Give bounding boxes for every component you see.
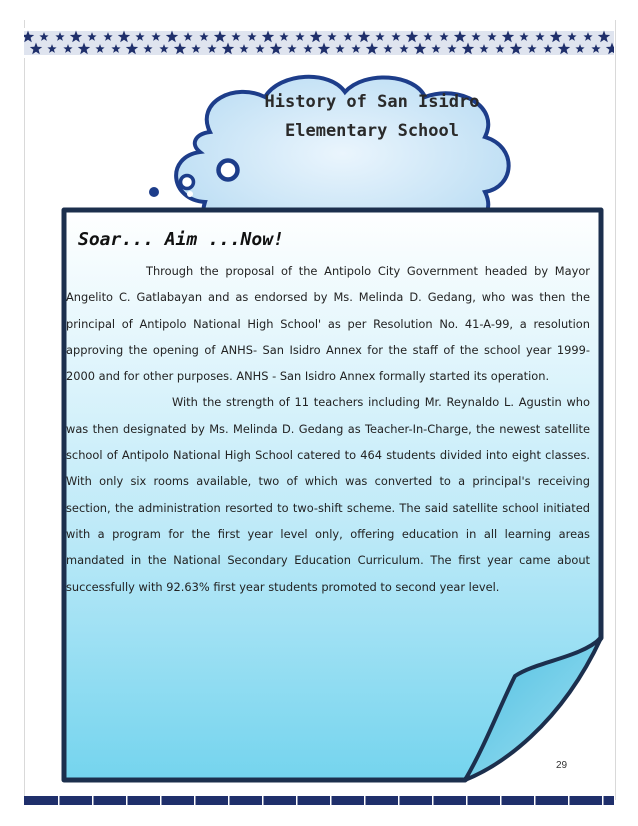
- motto-heading: Soar... Aim ...Now!: [78, 229, 284, 250]
- border-tick: [568, 796, 570, 805]
- bubble-large-icon: [219, 161, 238, 180]
- thought-bubbles: [140, 150, 250, 200]
- border-tick: [364, 796, 366, 805]
- border-tick: [160, 796, 162, 805]
- border-tick: [500, 796, 502, 805]
- note-content: [66, 222, 590, 600]
- bubble-small-icon: [149, 187, 159, 197]
- title-line-2: Elementary School: [285, 121, 459, 141]
- border-tick: [194, 796, 196, 805]
- page-number: 29: [556, 760, 568, 771]
- paragraph-1: Through the proposal of the Antipolo City Government headed by Mayor Angelito C. Gatlabayan and as endorsed by Ms. Melinda D. Gedang, who was then the principal of Antipolo National High School' as per Resolution No. 41-A-99, a resolution approving the opening of ANHS- San Isidro Annex for the staff of the school year 1999-2000 and for other purposes. ANHS - San Isidro Annex formally started its operation.: [66, 264, 590, 384]
- border-tick: [262, 796, 264, 805]
- border-tick: [126, 796, 128, 805]
- border-tick: [534, 796, 536, 805]
- border-tick: [432, 796, 434, 805]
- bubble-medium-icon: [181, 176, 194, 189]
- title-line-1: History of San Isidro: [264, 92, 480, 112]
- border-tick: [466, 796, 468, 805]
- star-border-graphic: [24, 28, 614, 58]
- bottom-border-ticks: [24, 796, 614, 805]
- border-tick: [330, 796, 332, 805]
- page-title: [232, 88, 512, 146]
- border-tick: [398, 796, 400, 805]
- border-tick: [92, 796, 94, 805]
- border-tick: [296, 796, 298, 805]
- border-tick: [602, 796, 604, 805]
- paragraph-2: With the strength of 11 teachers including Mr. Reynaldo L. Agustin who was then designated by Ms. Melinda D. Gedang as Teacher-In-Charge, the newest satellite school of Antipolo National High School catered to 464 students divided into eight classes. With only six rooms available, two of which was converted to a principal's receiving section, the administration resorted to two-shift scheme. The said satellite school initiated with a program for the first year level only, offering education in all learning areas mandated in the National Secondary Education Curriculum. The first year came about successfully with 92.63% first year students promoted to second year level.: [66, 395, 590, 594]
- border-tick: [58, 796, 60, 805]
- border-tick: [228, 796, 230, 805]
- star-border-top: [24, 28, 614, 58]
